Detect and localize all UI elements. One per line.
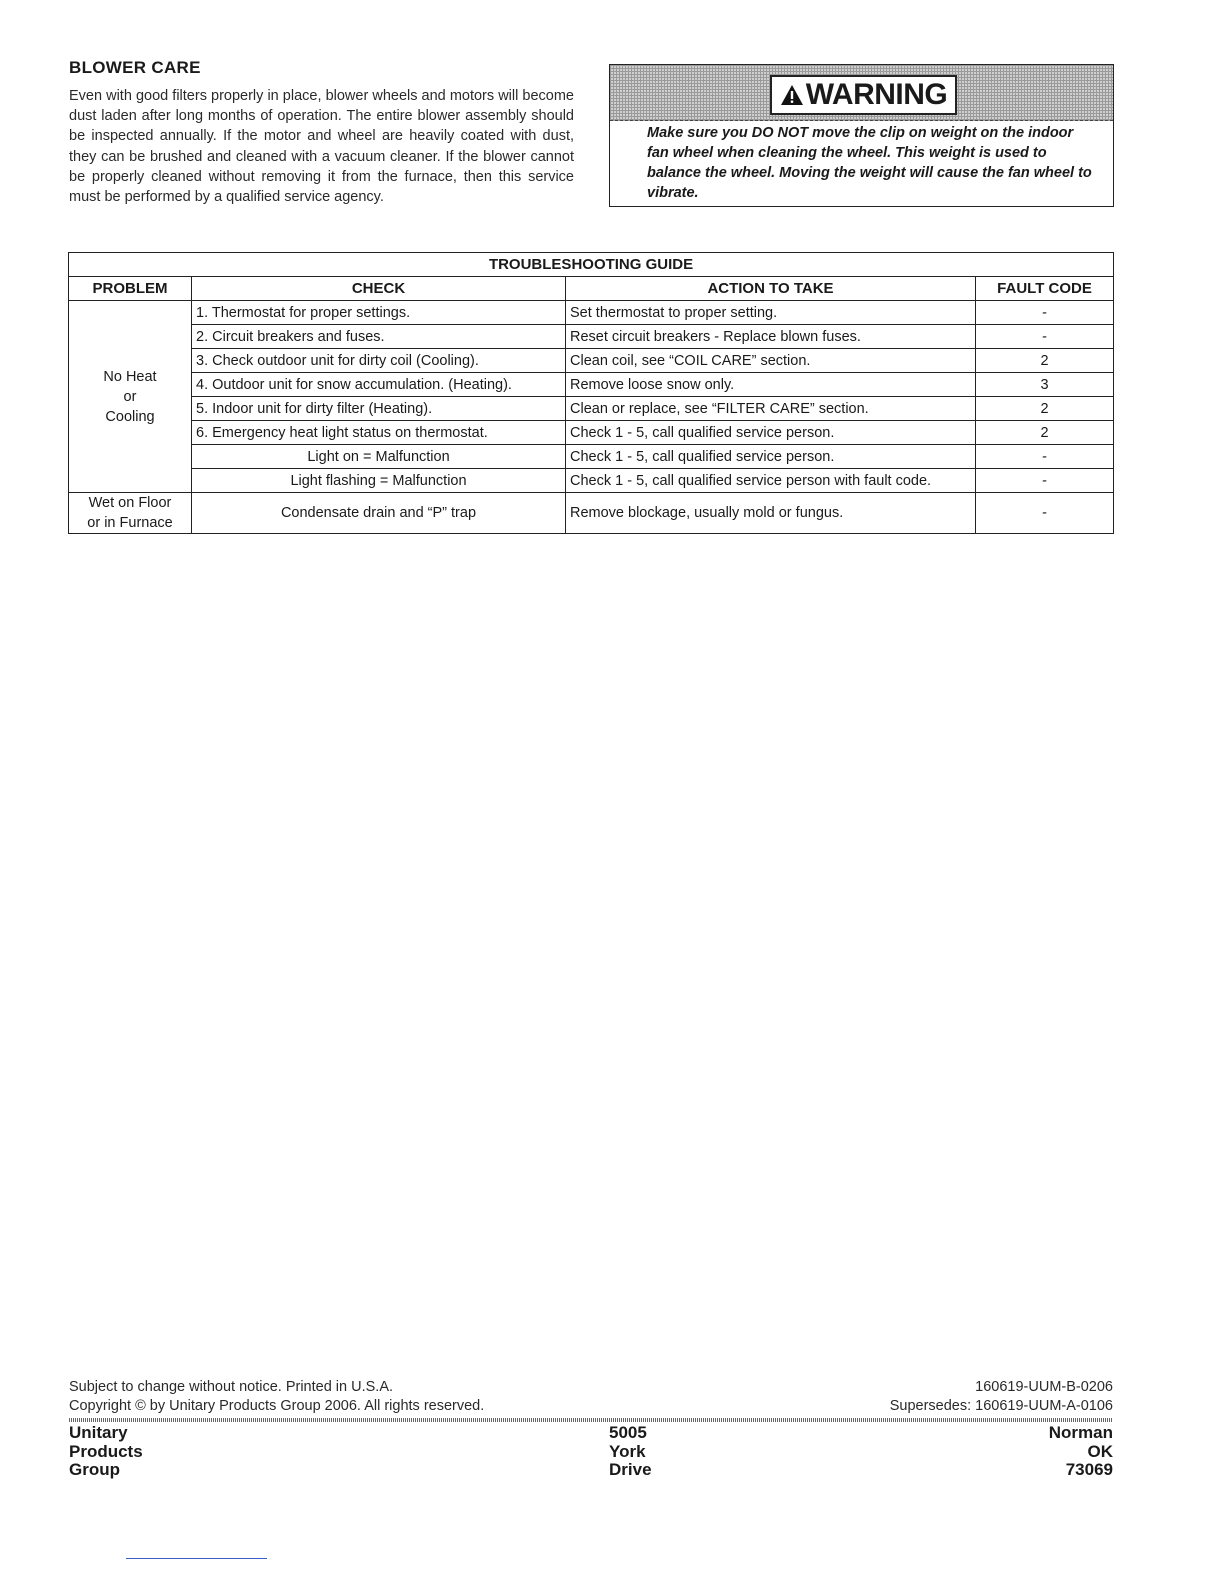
address-line: Unitary	[69, 1423, 128, 1442]
blower-care-heading: BLOWER CARE	[69, 58, 201, 77]
table-row	[69, 397, 1114, 421]
action-cell: Check 1 - 5, call qualified service person.	[566, 421, 976, 445]
address-line: Drive	[609, 1460, 652, 1479]
footer-divider	[69, 1418, 1113, 1422]
footer-supersedes: Supersedes: 160619-UUM-A-0106	[889, 1398, 1113, 1414]
footer-street	[609, 1424, 652, 1480]
fault-code-cell: 2	[976, 397, 1114, 421]
footer-company	[69, 1424, 143, 1480]
address-line: Products	[69, 1441, 143, 1461]
table-row	[69, 373, 1114, 397]
fault-code-cell: -	[976, 301, 1114, 325]
footer-notice	[69, 1378, 484, 1416]
footer-doc-number	[890, 1378, 1113, 1416]
address-line: Norman	[1048, 1423, 1113, 1442]
warning-header-band	[610, 65, 1113, 121]
check-cell: 4. Outdoor unit for snow accumulation. (Heating).	[192, 373, 566, 397]
footer-line: 160619-UUM-B-0206	[975, 1379, 1113, 1395]
address-line: OK	[1087, 1441, 1113, 1461]
table-row	[69, 349, 1114, 373]
address-line: 73069	[1065, 1460, 1113, 1479]
fault-code-cell: 2	[976, 421, 1114, 445]
table-row	[69, 301, 1114, 325]
check-cell: 2. Circuit breakers and fuses.	[192, 325, 566, 349]
problem-line: Wet on Floor	[88, 495, 172, 511]
table-row	[69, 421, 1114, 445]
warning-triangle-icon	[780, 84, 804, 106]
fault-code-cell: -	[976, 445, 1114, 469]
warning-word: WARNING	[805, 78, 948, 111]
troubleshooting-table	[68, 252, 1114, 534]
footer-city	[1049, 1424, 1113, 1480]
warning-box	[609, 64, 1114, 207]
table-title: TROUBLESHOOTING GUIDE	[69, 253, 1114, 277]
fault-code-cell: -	[976, 469, 1114, 493]
check-cell: 1. Thermostat for proper settings.	[192, 301, 566, 325]
header-problem: PROBLEM	[69, 277, 192, 301]
fault-code-cell: -	[976, 493, 1114, 534]
header-action: ACTION TO TAKE	[566, 277, 976, 301]
problem-line: or in Furnace	[87, 515, 173, 531]
check-cell: 3. Check outdoor unit for dirty coil (Cooling).	[192, 349, 566, 373]
bottom-link-line	[126, 1558, 267, 1559]
header-fault-code: FAULT CODE	[976, 277, 1114, 301]
fault-code-cell: 3	[976, 373, 1114, 397]
footer-copyright: Copyright © by Unitary Products Group 2006. All rights reserved.	[69, 1398, 485, 1414]
check-cell: 5. Indoor unit for dirty filter (Heating).	[192, 397, 566, 421]
warning-label	[770, 75, 957, 115]
action-cell: Check 1 - 5, call qualified service person with fault code.	[566, 469, 976, 493]
action-cell: Reset circuit breakers - Replace blown fuses.	[566, 325, 976, 349]
action-cell: Clean coil, see “COIL CARE” section.	[566, 349, 976, 373]
table-row	[69, 445, 1114, 469]
problem-line: Cooling	[105, 408, 155, 425]
action-cell: Clean or replace, see “FILTER CARE” section.	[566, 397, 976, 421]
action-cell: Check 1 - 5, call qualified service person.	[566, 445, 976, 469]
header-check: CHECK	[192, 277, 566, 301]
check-cell: Light flashing = Malfunction	[192, 469, 566, 493]
action-cell: Remove loose snow only.	[566, 373, 976, 397]
check-cell: 6. Emergency heat light status on thermostat.	[192, 421, 566, 445]
problem-wet-floor	[69, 493, 192, 534]
problem-no-heat-cooling	[69, 301, 192, 493]
warning-text: Make sure you DO NOT move the clip on weight on the indoor fan wheel when cleaning the wheel. This weight is used to balance the wheel. Moving the weight will cause the fan wheel to vibrate.	[647, 125, 1092, 201]
address-line: 5005	[609, 1423, 647, 1442]
action-cell: Remove blockage, usually mold or fungus.	[566, 493, 976, 534]
action-cell: Set thermostat to proper setting.	[566, 301, 976, 325]
table-row	[69, 325, 1114, 349]
problem-line: No Heat	[103, 368, 157, 385]
problem-line: or	[123, 388, 137, 405]
blower-care-paragraph: Even with good filters properly in place, blower wheels and motors will become dust laden after long months of operation. The entire blower assembly should be inspected annually. If the motor and wheel are heavily coated with dust, they can be brushed and cleaned with a vacuum cleaner. If the blower cannot be properly cleaned without removing it from the furnace, then this service must be performed by a qualified service agency.	[69, 88, 574, 206]
check-cell: Light on = Malfunction	[192, 445, 566, 469]
footer-line: Subject to change without notice. Printed in U.S.A.	[69, 1379, 394, 1395]
address-line: York	[609, 1441, 646, 1461]
fault-code-cell: -	[976, 325, 1114, 349]
table-row	[69, 493, 1114, 534]
fault-code-cell: 2	[976, 349, 1114, 373]
check-cell: Condensate drain and “P” trap	[192, 493, 566, 534]
address-line: Group	[69, 1460, 120, 1479]
table-row	[69, 469, 1114, 493]
